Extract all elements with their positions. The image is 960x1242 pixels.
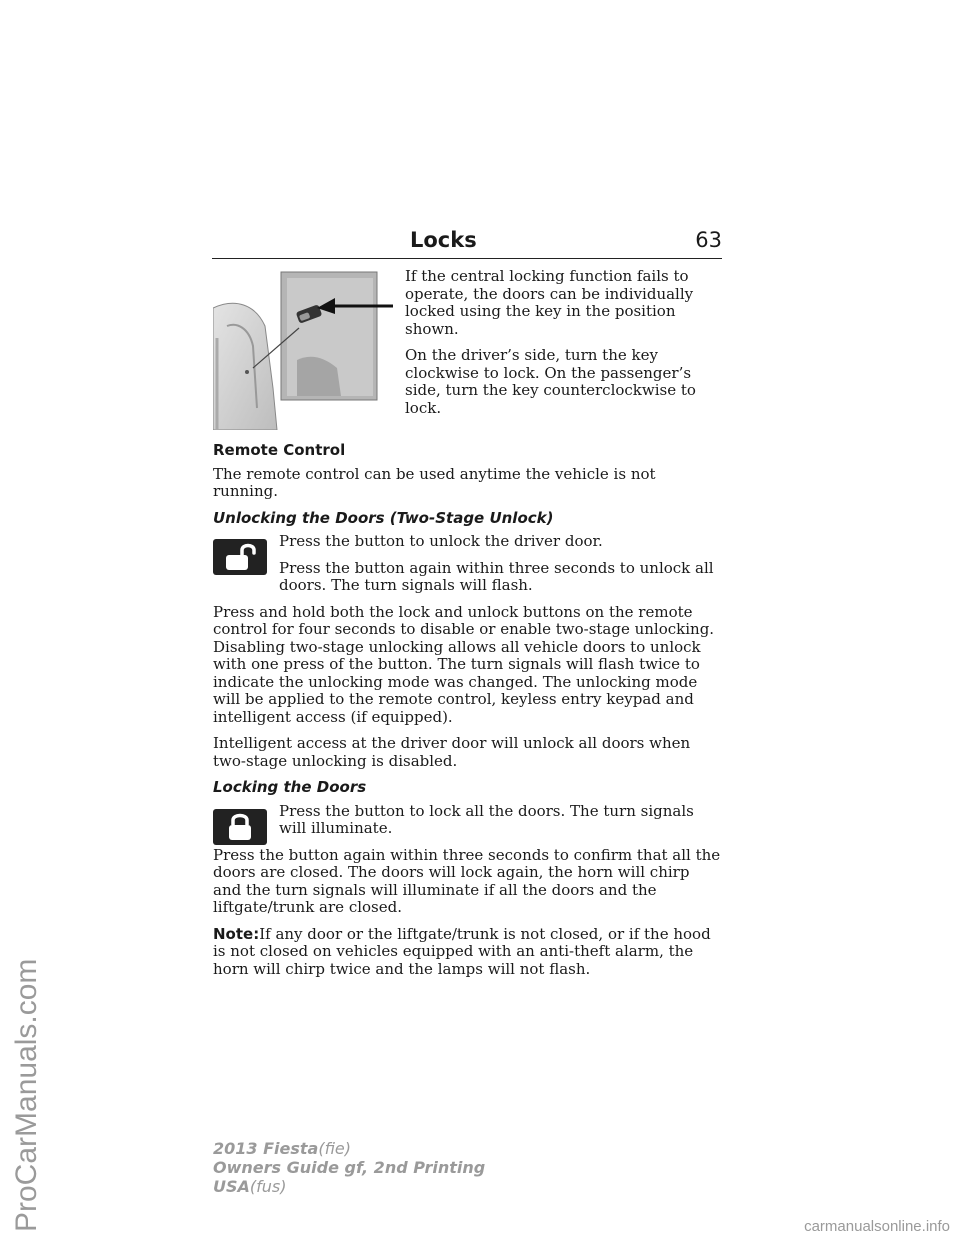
key-lock-block — [213, 268, 721, 430]
door-key-illustration — [213, 268, 393, 430]
unlock-icon — [213, 539, 267, 575]
paragraph: If the central locking function fails to operate, the doors can be individually locked using the key in the position shown. — [405, 267, 694, 338]
lock-text — [279, 803, 721, 847]
paragraph: Press the button to unlock the driver door. — [279, 532, 603, 550]
section-heading: Remote Control — [213, 441, 346, 459]
footer-guide: Owners Guide gf, 2nd Printing — [213, 1158, 486, 1177]
key-lock-text — [405, 268, 721, 430]
note-label: Note: — [213, 924, 260, 943]
unlock-block — [213, 533, 721, 604]
note-paragraph — [213, 926, 721, 979]
subsection-heading: Unlocking the Doors (Two-Stage Unlock) — [213, 508, 554, 527]
footer-model-code: (fie) — [318, 1139, 352, 1158]
subsection-heading: Locking the Doors — [213, 778, 367, 796]
section-title: Locks — [410, 228, 477, 252]
footer-model: 2013 Fiesta — [213, 1139, 319, 1158]
paragraph: The remote control can be used anytime the vehicle is not running. — [213, 464, 656, 500]
paragraph: Press the button to lock all the doors. The turn signals will illuminate. — [279, 801, 694, 837]
page-number: 63 — [695, 228, 722, 252]
paragraph: Press the button again within three seconds to confirm that all the doors are closed. The doors will lock again, the horn will chirp and the turn signals will illuminate if all the doors and the liftgate/trunk are closed. — [213, 845, 721, 916]
bottom-watermark: carmanualsonline.info — [804, 1218, 950, 1235]
paragraph: On the driver’s side, turn the key clockwise to lock. On the passenger’s side, turn the key counterclockwise to lock. — [405, 346, 696, 417]
footer-line-market — [213, 1177, 485, 1196]
note-text: If any door or the liftgate/trunk is not closed, or if the hood is not closed on vehicles equipped with an anti-theft alarm, the horn will chirp twice and the lamps will not flash. — [213, 924, 711, 978]
side-watermark-text: ProCarManuals.com — [10, 958, 43, 1232]
paragraph: Press and hold both the lock and unlock buttons on the remote control for four seconds to disable or enable two-stage unlocking. Disabling two-stage unlocking allows all vehicle doors to unlock with one press of the button. The turn signals will flash twice to indicate the unlocking mode was changed. The unlocking mode will be applied to the remote control, keyless entry keypad and intelligent access (if equipped). — [213, 602, 715, 726]
footer-market-code: (fus) — [249, 1177, 287, 1196]
page-content — [213, 268, 721, 987]
paragraph: Press the button again within three seconds to unlock all doors. The turn signals will flash. — [279, 558, 714, 594]
lock-block — [213, 803, 721, 847]
paragraph: Intelligent access at the driver door will unlock all doors when two-stage unlocking is disabled. — [213, 734, 691, 770]
lock-icon — [213, 809, 267, 845]
footer-market: USA — [213, 1177, 250, 1196]
page-header — [212, 228, 722, 259]
page-footer — [213, 1139, 485, 1196]
footer-line-model — [213, 1139, 485, 1158]
unlock-text — [279, 533, 721, 604]
